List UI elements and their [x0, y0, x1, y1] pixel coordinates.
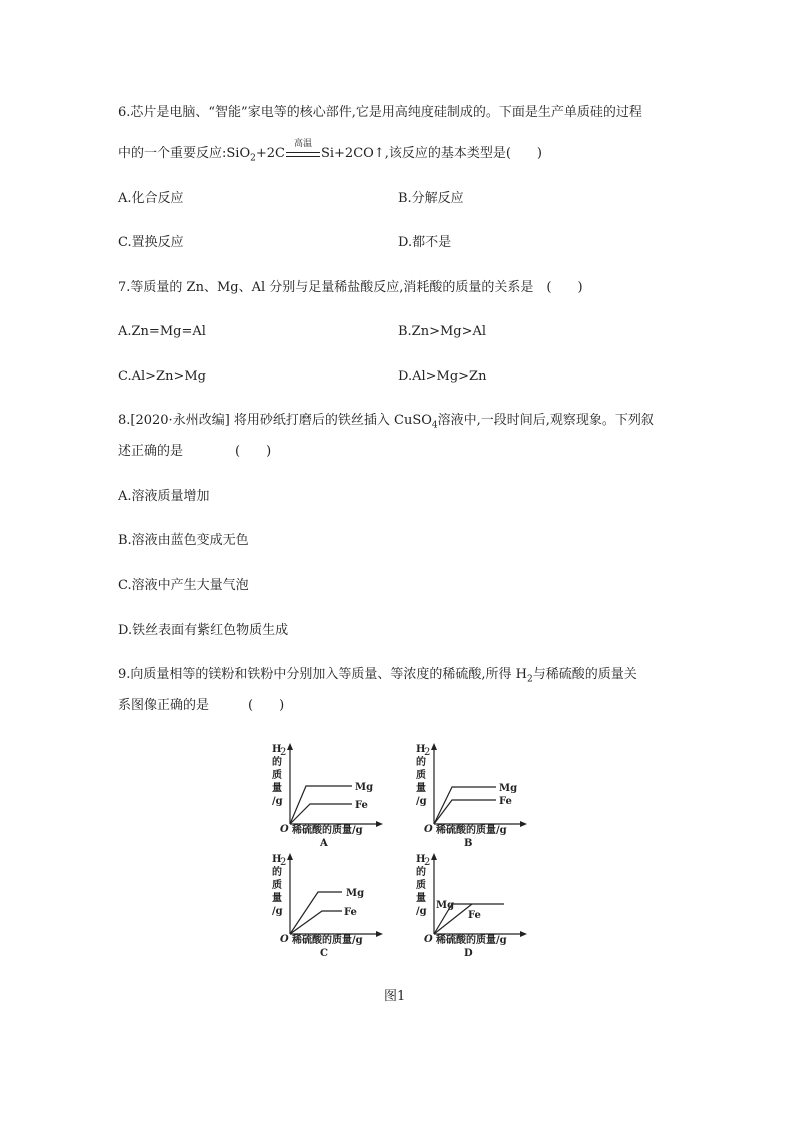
- y-axis-label-line: 量: [272, 783, 282, 794]
- origin-label: O: [280, 824, 289, 835]
- y-axis-label-line: 质: [416, 770, 426, 781]
- y-axis-label-line: 的: [272, 867, 282, 878]
- graph-svg: [406, 740, 536, 850]
- graph-panel-b[interactable]: [406, 740, 536, 854]
- x-axis-arrow: [376, 821, 383, 827]
- graph-panel-c[interactable]: [262, 850, 392, 964]
- origin-label: O: [424, 824, 433, 835]
- graph-svg: [262, 740, 392, 850]
- y-axis-label-sub: 2: [424, 747, 431, 758]
- x-axis-label: 稀硫酸的质量/g: [292, 935, 363, 946]
- series-mg-label: Mg: [436, 900, 455, 911]
- q7-option-a[interactable]: A.Zn=Mg=Al: [118, 324, 206, 339]
- y-axis-label-line: 质: [272, 880, 282, 891]
- origin-label: O: [424, 934, 433, 945]
- y-axis-label-line: 的: [416, 757, 426, 768]
- y-axis-label-sub: 2: [424, 857, 431, 868]
- series-fe-label: Fe: [344, 907, 357, 918]
- x-axis-arrow: [520, 821, 527, 827]
- q6-option-d[interactable]: D.都不是: [398, 235, 452, 250]
- y-axis-label-line: /g: [272, 796, 283, 807]
- y-axis-label-line: 的: [416, 867, 426, 878]
- q6-option-b[interactable]: B.分解反应: [398, 191, 464, 206]
- series-fe-label: Fe: [499, 796, 512, 807]
- y-axis-label-sub: 2: [280, 747, 287, 758]
- panel-label: B: [464, 838, 473, 849]
- y-axis-label-line: 质: [416, 880, 426, 891]
- y-axis-label-line: 量: [416, 783, 426, 794]
- q6-stem-pre: 中的一个重要反应:SiO: [118, 146, 251, 161]
- x-axis-arrow: [376, 931, 383, 937]
- y-axis-label-line: 的: [272, 757, 282, 768]
- series-fe-label: Fe: [468, 910, 481, 921]
- q8-stem-line1: [118, 412, 654, 430]
- series-mg-line: [290, 786, 352, 824]
- x-axis-label: 稀硫酸的质量/g: [436, 825, 507, 836]
- q9-stem-line2: 系图像正确的是 ( ): [118, 698, 285, 713]
- y-axis-label-line: /g: [416, 906, 427, 917]
- q7-option-d[interactable]: D.Al>Mg>Zn: [398, 369, 487, 384]
- q8-option-c[interactable]: C.溶液中产生大量气泡: [118, 578, 249, 593]
- reaction-condition: 高温: [293, 139, 312, 149]
- y-axis-arrow: [431, 853, 437, 860]
- figure-caption: 图1: [384, 989, 406, 1004]
- q6-option-a[interactable]: A.化合反应: [118, 191, 184, 206]
- q8-stem-pre: 8.[2020·永州改编] 将用砂纸打磨后的铁丝插入 CuSO: [118, 413, 432, 428]
- y-axis-label-line: 量: [416, 893, 426, 904]
- y-axis-arrow: [287, 853, 293, 860]
- q9-sub-2: 2: [527, 674, 533, 685]
- x-axis-arrow: [520, 931, 527, 937]
- q6-stem-line2: [118, 139, 542, 164]
- y-axis-label-sub: 2: [280, 857, 287, 868]
- panel-label: A: [320, 838, 328, 849]
- graph-panel-a[interactable]: [262, 740, 392, 854]
- y-axis-label-h: H: [272, 854, 282, 865]
- series-fe-label: Fe: [355, 800, 368, 811]
- series-mg-label: Mg: [499, 783, 518, 794]
- x-axis-label: 稀硫酸的质量/g: [292, 825, 363, 836]
- origin-label: O: [280, 934, 289, 945]
- q9-stem-pre: 9.向质量相等的镁粉和铁粉中分别加入等质量、等浓度的稀硫酸,所得 H: [118, 667, 528, 682]
- q8-option-d[interactable]: D.铁丝表面有紫红色物质生成: [118, 623, 289, 638]
- y-axis-label-line: /g: [416, 796, 427, 807]
- q7-option-c[interactable]: C.Al>Zn>Mg: [118, 369, 206, 384]
- series-mg-label: Mg: [355, 782, 374, 793]
- q9-stem-line1: [118, 666, 637, 684]
- y-axis-label-line: 量: [272, 893, 282, 904]
- q7-stem: 7.等质量的 Zn、Mg、Al 分别与足量稀盐酸反应,消耗酸的质量的关系是 ( ): [118, 280, 583, 295]
- q8-option-a[interactable]: A.溶液质量增加: [118, 489, 210, 504]
- series-mg-line: [434, 787, 496, 824]
- reaction-condition-arrow: [286, 139, 320, 157]
- y-axis-label-line: 质: [272, 770, 282, 781]
- y-axis-label-h: H: [272, 744, 282, 755]
- panel-label: D: [464, 948, 473, 959]
- q8-stem-post: 溶液中,一段时间后,观察现象。下列叙: [437, 413, 654, 428]
- y-axis-label-line: /g: [272, 906, 283, 917]
- graph-svg: [262, 850, 392, 960]
- y-axis-label-h: H: [416, 744, 426, 755]
- q6-sub-2: 2: [250, 153, 256, 164]
- q7-option-b[interactable]: B.Zn>Mg>Al: [398, 324, 487, 339]
- q6-stem-mid: +2C: [255, 146, 285, 161]
- graph-svg: [406, 850, 536, 960]
- series-fe-line: [290, 804, 352, 824]
- q6-stem-line1: 6.芯片是电脑、“智能”家电等的核心部件,它是用高纯度硅制成的。下面是生产单质硅的过程: [118, 105, 642, 120]
- q9-stem-post: 与稀硫酸的质量关: [532, 667, 637, 682]
- q6-stem-post: Si+2CO↑,该反应的基本类型是( ): [320, 146, 542, 161]
- y-axis-label-h: H: [416, 854, 426, 865]
- q8-sub-4: 4: [431, 420, 438, 431]
- panel-label: C: [320, 948, 328, 959]
- q8-option-b[interactable]: B.溶液由蓝色变成无色: [118, 533, 249, 548]
- q6-option-c[interactable]: C.置换反应: [118, 235, 184, 250]
- graph-panel-d[interactable]: [406, 850, 536, 964]
- y-axis-arrow: [431, 743, 437, 750]
- x-axis-label: 稀硫酸的质量/g: [436, 935, 507, 946]
- y-axis-arrow: [287, 743, 293, 750]
- q8-stem-line2: 述正确的是 ( ): [118, 444, 272, 459]
- series-mg-label: Mg: [346, 888, 365, 899]
